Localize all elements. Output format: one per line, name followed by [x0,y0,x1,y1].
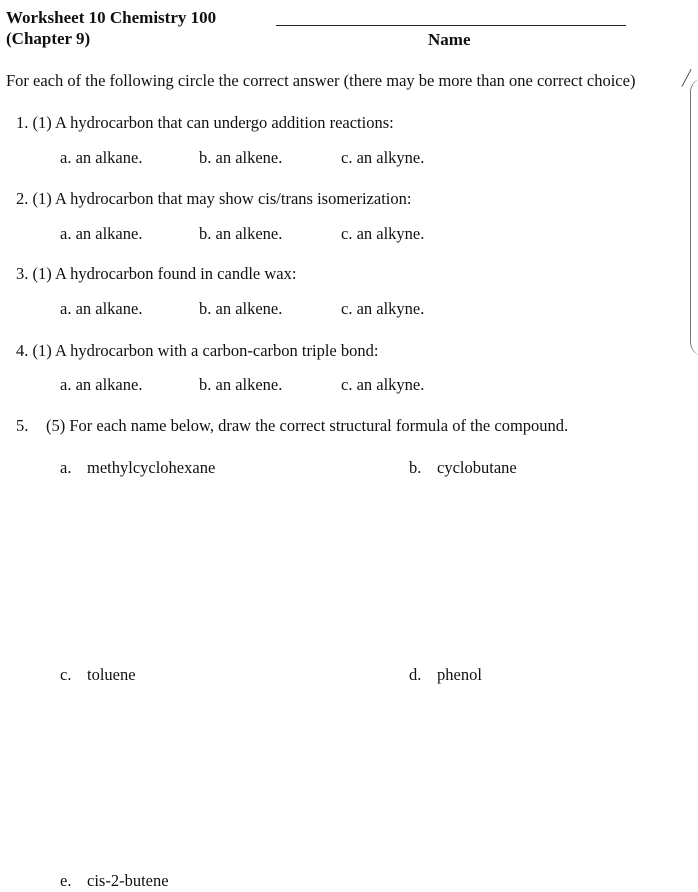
q5-item-b-letter: b. [409,458,422,477]
question-5: (5) For each name below, draw the correct structural formula of the compound. [46,416,569,435]
question-5-number: 5. [16,416,29,435]
q5-item-b-name: cyclobutane [437,458,517,477]
question-1: 1. (1) A hydrocarbon that can undergo addition reactions: [16,113,394,132]
q5-item-e-letter: e. [60,871,72,890]
margin-slash [681,69,691,87]
q4-option-b[interactable]: b. an alkene. [199,375,283,394]
q3-option-b[interactable]: b. an alkene. [199,299,283,318]
q2-option-a[interactable]: a. an alkane. [60,224,143,243]
q4-option-c[interactable]: c. an alkyne. [341,375,425,394]
q3-option-c[interactable]: c. an alkyne. [341,299,425,318]
name-signature-line[interactable] [276,25,626,26]
q1-option-c[interactable]: c. an alkyne. [341,148,425,167]
instructions: For each of the following circle the correct answer (there may be more than one correct choice) [6,71,636,90]
q5-item-d-name: phenol [437,665,482,684]
worksheet-title: Worksheet 10 Chemistry 100 [6,8,217,27]
q2-option-b[interactable]: b. an alkene. [199,224,283,243]
q4-option-a[interactable]: a. an alkane. [60,375,143,394]
q5-item-d-letter: d. [409,665,422,684]
margin-bracket [690,78,698,356]
q2-option-c[interactable]: c. an alkyne. [341,224,425,243]
q5-item-c-name: toluene [87,665,136,684]
question-2: 2. (1) A hydrocarbon that may show cis/trans isomerization: [16,189,412,208]
q5-item-a-letter: a. [60,458,72,477]
q5-item-a-name: methylcyclohexane [87,458,216,477]
q5-item-c-letter: c. [60,665,72,684]
question-3: 3. (1) A hydrocarbon found in candle wax: [16,264,297,283]
name-label: Name [428,30,471,49]
q5-item-e-name: cis-2-butene [87,871,169,890]
chapter-label: (Chapter 9) [6,29,91,48]
q1-option-a[interactable]: a. an alkane. [60,148,143,167]
q3-option-a[interactable]: a. an alkane. [60,299,143,318]
q1-option-b[interactable]: b. an alkene. [199,148,283,167]
question-4: 4. (1) A hydrocarbon with a carbon-carbon triple bond: [16,341,379,360]
